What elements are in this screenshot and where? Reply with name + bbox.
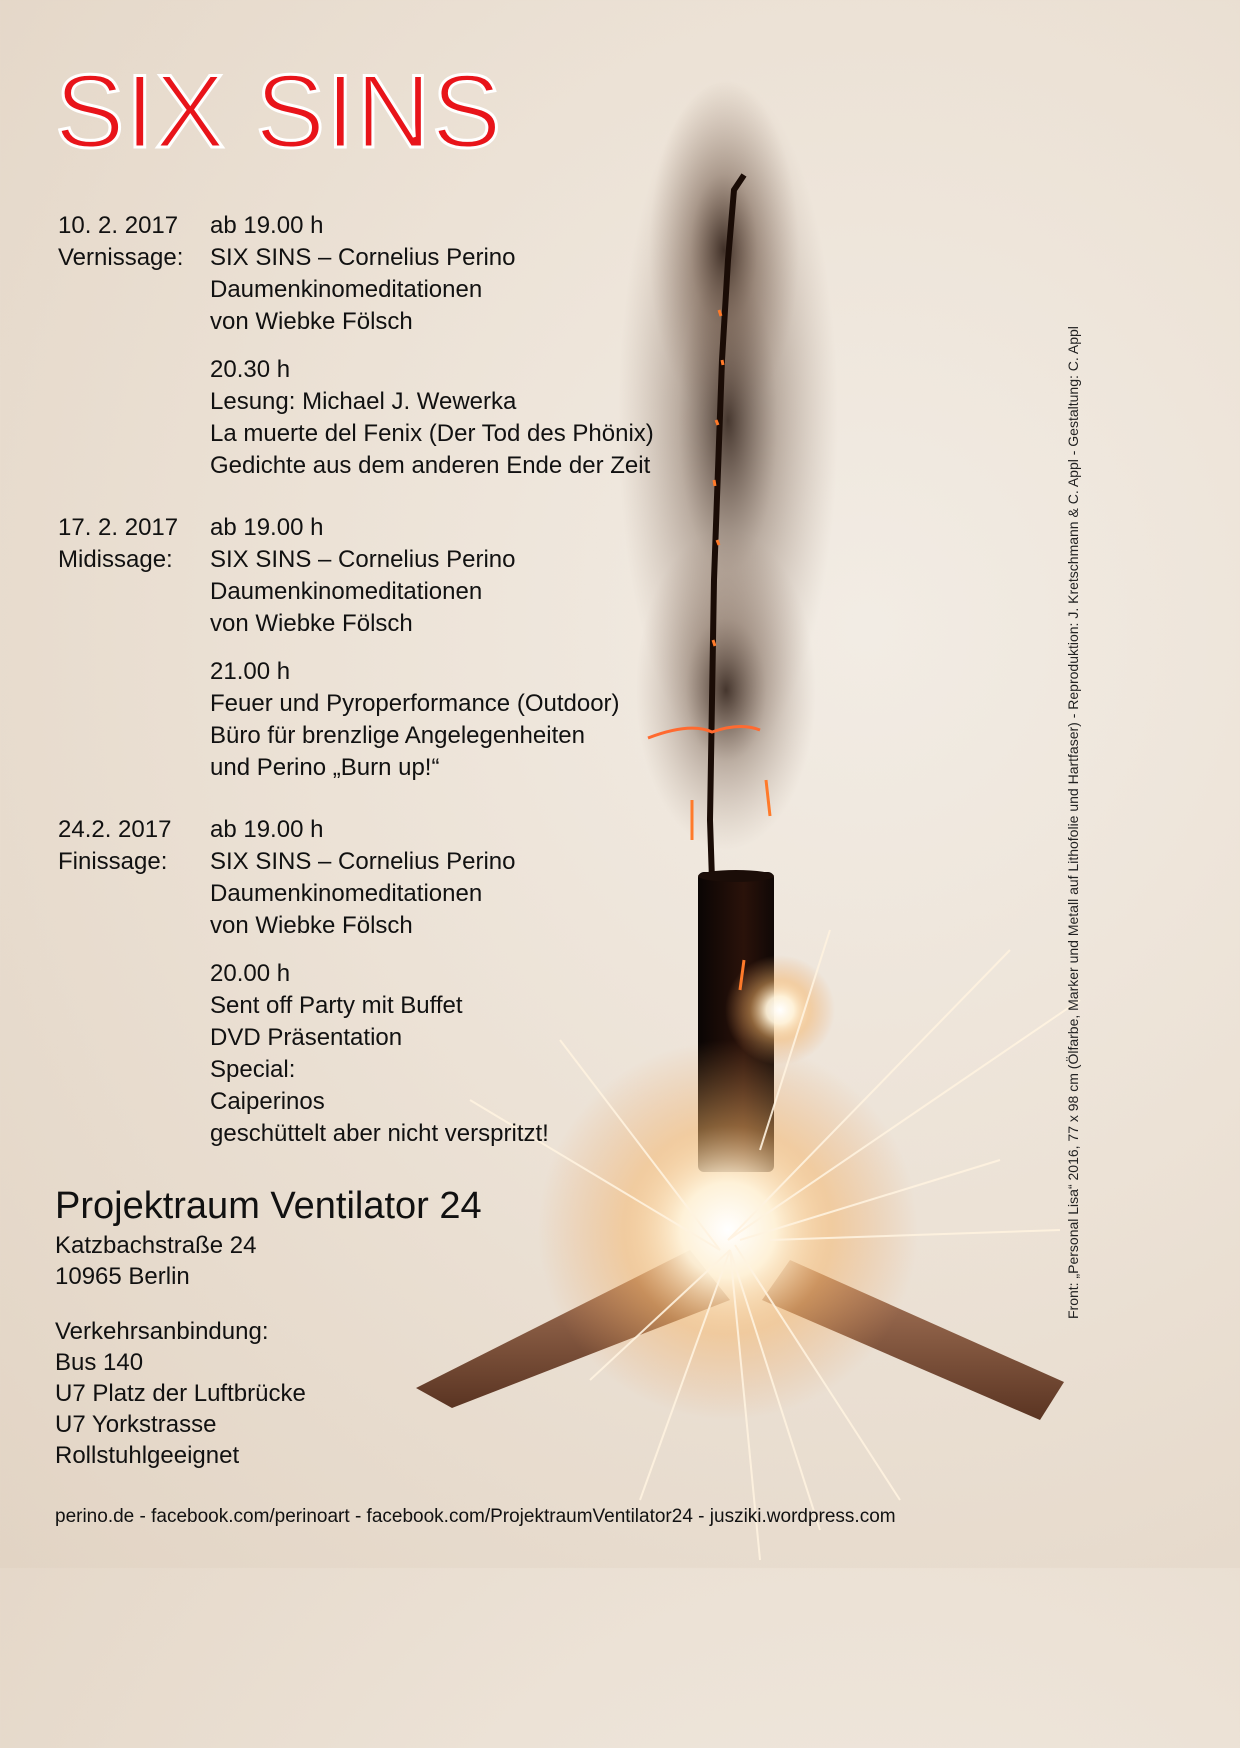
event-midissage bbox=[58, 512, 620, 784]
event-sub-line: und Perino „Burn up!“ bbox=[210, 754, 440, 781]
event-sub-line: La muerte del Fenix (Der Tod des Phönix) bbox=[210, 420, 654, 447]
event-sub-line: Gedichte aus dem anderen Ende der Zeit bbox=[210, 452, 651, 479]
footer-links: perino.de - facebook.com/perinoart - facebook.com/ProjektraumVentilator24 - jusziki.wordpress.com bbox=[55, 1506, 896, 1527]
event-sub-time: 21.00 h bbox=[210, 658, 291, 685]
event-sub-line: Feuer und Pyroperformance (Outdoor) bbox=[210, 690, 620, 717]
event-finissage bbox=[58, 814, 549, 1150]
transport-block bbox=[55, 1316, 482, 1471]
event-label: Vernissage: bbox=[58, 244, 184, 271]
event-sub-line: DVD Präsentation bbox=[210, 1024, 403, 1051]
event-date: 24.2. 2017 bbox=[58, 816, 172, 843]
transport-item: U7 Platz der Luftbrücke bbox=[55, 1380, 306, 1407]
event-sub-line: Special: bbox=[210, 1056, 296, 1083]
event-main-line: von Wiebke Fölsch bbox=[210, 610, 413, 637]
transport-item: Rollstuhlgeeignet bbox=[55, 1442, 240, 1469]
event-date: 17. 2. 2017 bbox=[58, 514, 179, 541]
event-time: ab 19.00 h bbox=[210, 816, 324, 843]
transport-item: U7 Yorkstrasse bbox=[55, 1411, 217, 1438]
event-main-line: SIX SINS – Cornelius Perino bbox=[210, 546, 516, 573]
event-time: ab 19.00 h bbox=[210, 514, 324, 541]
poster-title: SIX SINS bbox=[55, 54, 503, 170]
event-sub-line: Lesung: Michael J. Wewerka bbox=[210, 388, 517, 415]
event-main-line: Daumenkinomeditationen bbox=[210, 578, 483, 605]
event-label: Midissage: bbox=[58, 546, 173, 573]
event-label: Finissage: bbox=[58, 848, 168, 875]
event-time: ab 19.00 h bbox=[210, 212, 324, 239]
venue-name: Projektraum Ventilator 24 bbox=[55, 1185, 482, 1227]
event-sub-time: 20.00 h bbox=[210, 960, 291, 987]
event-sub-line: Caiperinos bbox=[210, 1088, 325, 1115]
venue-city: 10965 Berlin bbox=[55, 1263, 190, 1290]
event-sub-line: geschüttelt aber nicht verspritzt! bbox=[210, 1120, 549, 1147]
event-sub-line: Sent off Party mit Buffet bbox=[210, 992, 463, 1019]
event-sub-line: Büro für brenzlige Angelegenheiten bbox=[210, 722, 585, 749]
transport-item: Bus 140 bbox=[55, 1349, 144, 1376]
event-main-line: von Wiebke Fölsch bbox=[210, 912, 413, 939]
credit-text: Front: „Personal Lisa“ 2016, 77 x 98 cm (Ölfarbe, Marker und Metall auf Lithofolie und Hartfaser) - Reproduktion: J. Kretschmann & C. Appl - Gestaltung: C. Appl bbox=[1065, 326, 1081, 1319]
event-sub-time: 20.30 h bbox=[210, 356, 291, 383]
event-vernissage bbox=[58, 210, 654, 482]
event-main-line: Daumenkinomeditationen bbox=[210, 276, 483, 303]
event-main-line: von Wiebke Fölsch bbox=[210, 308, 413, 335]
event-main-line: SIX SINS – Cornelius Perino bbox=[210, 848, 516, 875]
transport-title: Verkehrsanbindung: bbox=[55, 1318, 269, 1345]
event-main-line: Daumenkinomeditationen bbox=[210, 880, 483, 907]
event-main-line: SIX SINS – Cornelius Perino bbox=[210, 244, 516, 271]
event-date: 10. 2. 2017 bbox=[58, 212, 179, 239]
venue-street: Katzbachstraße 24 bbox=[55, 1232, 257, 1259]
credit-column bbox=[1065, 80, 1085, 1335]
venue-block bbox=[55, 1182, 482, 1471]
